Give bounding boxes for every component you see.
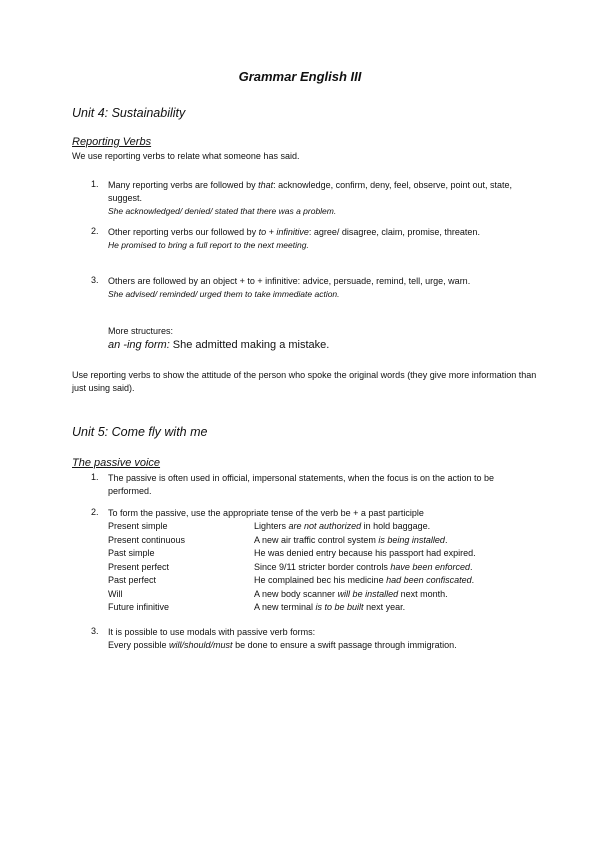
reporting-verbs-closing: Use reporting verbs to show the attitude of the person who spoke the original words (they give more information than just using said). xyxy=(72,370,537,393)
list-number: 2. xyxy=(91,226,99,236)
document-title: Grammar English III xyxy=(238,69,362,84)
example-emphasis: is being installed xyxy=(378,534,445,545)
example-emphasis: had been confiscated xyxy=(386,575,472,585)
example-text: A new body scanner xyxy=(254,588,338,599)
item-text: Many reporting verbs are followed by xyxy=(108,180,259,190)
item-text: : agree/ disagree, claim, promise, threaten. xyxy=(308,227,480,237)
tense-example xyxy=(254,521,476,535)
more-structures-label: More structures: xyxy=(108,326,174,336)
list-item: To form the passive, use the appropriate tense of the verb be + a past participle xyxy=(108,508,424,518)
unit4-heading: Unit 4: Sustainability xyxy=(72,106,186,120)
more-structures-example xyxy=(108,339,329,351)
example-text: A new terminal xyxy=(254,602,316,612)
tense-name: Present perfect xyxy=(108,561,170,572)
ing-form-example: She admitted making a mistake. xyxy=(169,339,330,351)
example-text: Since 9/11 stricter border controls xyxy=(254,561,391,572)
list-item xyxy=(108,179,513,218)
passive-tenses-table xyxy=(108,521,476,616)
example-emphasis: is to be built xyxy=(315,602,364,612)
example-emphasis: have been enforced xyxy=(390,561,470,572)
tense-name: Past perfect xyxy=(108,575,157,585)
reporting-verbs-heading: Reporting Verbs xyxy=(72,136,152,148)
tense-name: Present continuous xyxy=(108,534,186,545)
list-number: 2. xyxy=(91,507,99,517)
example-text: . xyxy=(471,575,475,585)
example-sentence: She advised/ reminded/ urged them to take immediate action. xyxy=(108,289,340,299)
item-text: Other reporting verbs our followed by xyxy=(108,227,259,237)
example-text: Lighters xyxy=(254,521,289,531)
example-emphasis: are not authorized xyxy=(288,521,362,531)
list-item xyxy=(108,275,513,301)
table-row xyxy=(108,589,476,603)
example-text: . xyxy=(469,561,473,572)
table-row xyxy=(108,575,476,589)
unit5-heading: Unit 5: Come fly with me xyxy=(72,425,208,439)
tense-example xyxy=(254,589,476,603)
table-row xyxy=(108,602,476,616)
tense-example xyxy=(254,548,476,562)
tense-example xyxy=(254,535,476,549)
reporting-verbs-intro: We use reporting verbs to relate what someone has said. xyxy=(72,151,300,161)
list-item: The passive is often used in official, impersonal statements, when the focus is on the action to be performed. xyxy=(108,473,495,496)
tense-example xyxy=(254,602,476,616)
tense-example xyxy=(254,562,476,576)
example-text: He was denied entry because his passport had expired. xyxy=(254,548,476,558)
tense-example xyxy=(254,575,476,589)
table-row xyxy=(108,535,476,549)
tense-name: Future infinitive xyxy=(108,602,170,612)
tense-name: Present simple xyxy=(108,521,168,531)
list-number: 3. xyxy=(91,626,99,636)
list-item xyxy=(108,226,513,252)
example-emphasis: will be installed xyxy=(337,588,399,599)
passive-voice-heading: The passive voice xyxy=(72,457,161,469)
example-sentence: He promised to bring a full report to the next meeting. xyxy=(108,240,309,250)
item-text: : acknowledge, confirm, deny, feel, observe, point out, state, suggest. xyxy=(108,180,513,203)
table-row xyxy=(108,521,476,535)
ing-form-label: an -ing form: xyxy=(108,339,170,351)
example-text: A new air traffic control system xyxy=(254,534,379,545)
list-number: 1. xyxy=(91,472,99,482)
list-number: 3. xyxy=(91,275,99,285)
item-emphasis: to + infinitive xyxy=(258,227,309,237)
table-row xyxy=(108,562,476,576)
tense-name: Past simple xyxy=(108,548,155,558)
item-emphasis: that xyxy=(258,180,274,190)
table-row xyxy=(108,548,476,562)
example-text: next year. xyxy=(363,602,406,612)
example-text: He complained bec his medicine xyxy=(254,575,387,585)
modal-example: Every possible will/should/must be done to ensure a swift passage through immigration. xyxy=(108,640,457,650)
example-text: . xyxy=(444,534,448,545)
example-text: next month. xyxy=(398,588,448,599)
tense-name: Will xyxy=(108,588,123,599)
list-item xyxy=(108,626,538,652)
item-emphasis: will/should/must xyxy=(169,640,233,650)
item-text: Others are followed by an object + to + infinitive: advice, persuade, remind, tell, urge, warn. xyxy=(108,276,471,286)
example-sentence: She acknowledged/ denied/ stated that there was a problem. xyxy=(108,206,337,216)
item-text: It is possible to use modals with passive verb forms: xyxy=(108,627,316,637)
example-text: in hold baggage. xyxy=(361,521,431,531)
list-number: 1. xyxy=(91,179,99,189)
